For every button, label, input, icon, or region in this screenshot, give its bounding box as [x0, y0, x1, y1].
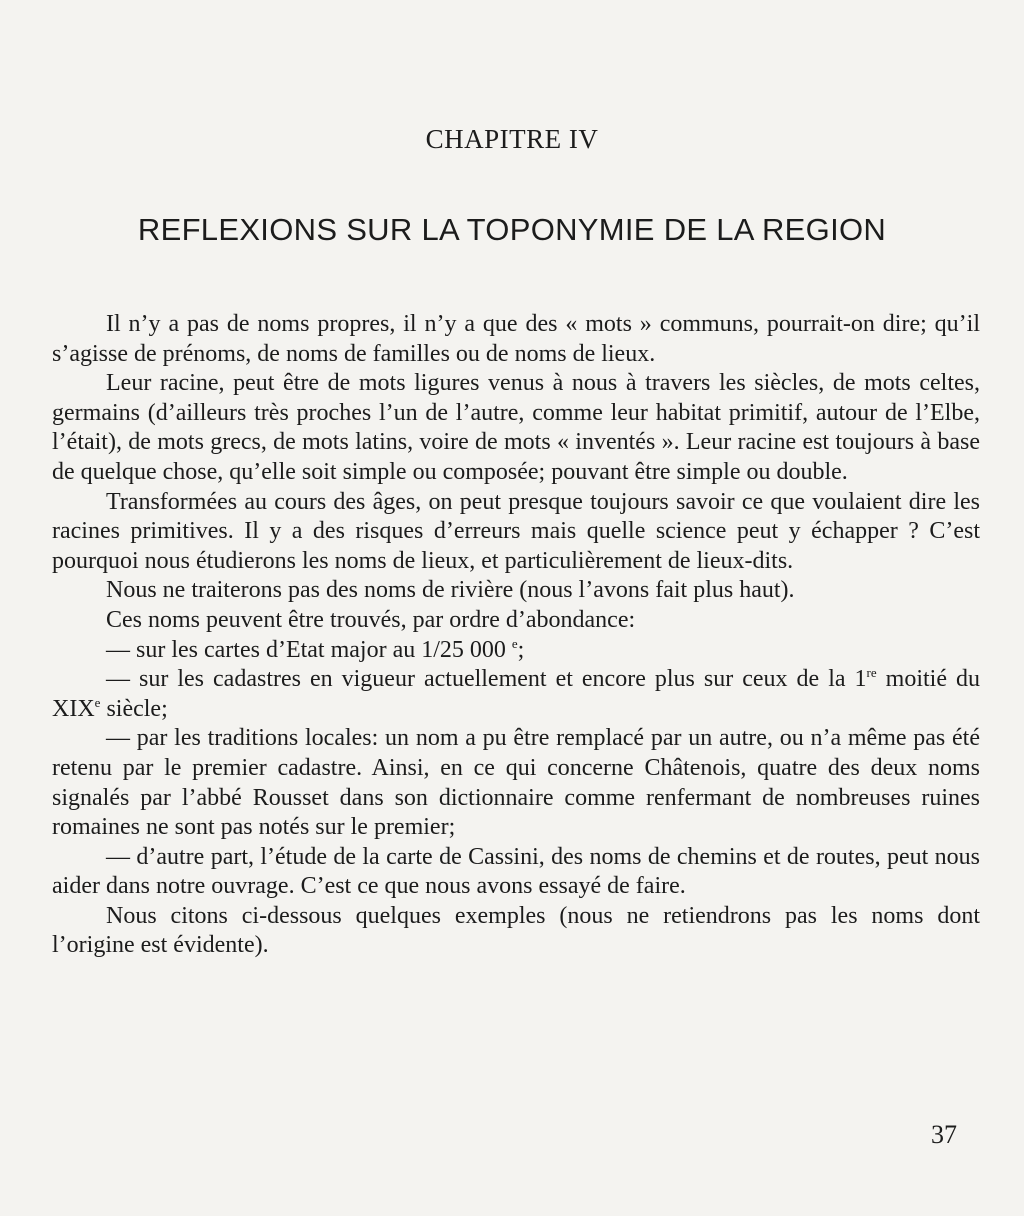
paragraph-3: Transformées au cours des âges, on peut presque toujours savoir ce que voulaient dire les racines primitives. Il y a des risques d’erreurs mais quelle science peut y échapper ? C’est pourquoi nous étudierons les noms de lieux, et particulièrement de lieux-dits. — [52, 488, 980, 574]
paragraph-examples: Nous citons ci-dessous quelques exemples (nous ne retiendrons pas les noms dont l’origine est évidente). — [52, 902, 980, 959]
list-item-cadastres — [52, 665, 980, 724]
list-item-text: ; — [517, 636, 525, 663]
body-text — [52, 310, 980, 961]
superscript: re — [866, 665, 877, 681]
superscript: e — [94, 694, 101, 710]
superscript: e — [511, 635, 518, 651]
page-number: 37 — [931, 1120, 957, 1149]
list-item-text: moitié du XIX — [52, 666, 980, 722]
list-item-cassini: — d’autre part, l’étude de la carte de Cassini, des noms de chemins et de routes, peut nous aider dans notre ouvrage. C’est ce que nous avons essayé de faire. — [52, 843, 980, 900]
chapter-heading: CHAPITRE IV — [425, 124, 599, 154]
list-item-text: siècle; — [100, 695, 168, 722]
paragraph-1: Il n’y a pas de noms propres, il n’y a que des « mots » communs, pourrait-on dire; qu’il s’agisse de prénoms, de noms de familles ou de noms de lieux. — [52, 311, 980, 367]
list-item-text: — sur les cartes d’Etat major au 1/25 000 — [106, 636, 506, 663]
list-item-state-maps — [52, 636, 980, 666]
paragraph-4: Nous ne traiterons pas des noms de rivière (nous l’avons fait plus haut). — [106, 577, 795, 604]
paragraph-5: Ces noms peuvent être trouvés, par ordre d’abondance: — [106, 606, 636, 633]
list-item-traditions: — par les traditions locales: un nom a pu être remplacé par un autre, ou n’a même pas été retenu par le premier cadastre. Ainsi, en ce qui concerne Châtenois, quatre des deux noms signalés par l’abbé Rousset dans son dictionnaire comme renfermant de nombreuses ruines romaines ne sont pas notés sur le premier; — [52, 725, 980, 841]
paragraph-2: Leur racine, peut être de mots ligures venus à nous à travers les siècles, de mots celtes, germains (d’ailleurs très proches l’un de l’autre, comme leur habitat primitif, autour de l’Elbe, l’était), de mots grecs, de mots latins, voire de mots « inventés ». Leur racine est toujours à base de quelque chose, qu’elle soit simple ou composée; pouvant être simple ou double. — [52, 370, 980, 485]
chapter-title: REFLEXIONS SUR LA TOPONYMIE DE LA REGION — [137, 212, 887, 247]
list-item-text: — sur les cadastres en vigueur actuellement et encore plus sur ceux de la 1 — [106, 666, 867, 693]
